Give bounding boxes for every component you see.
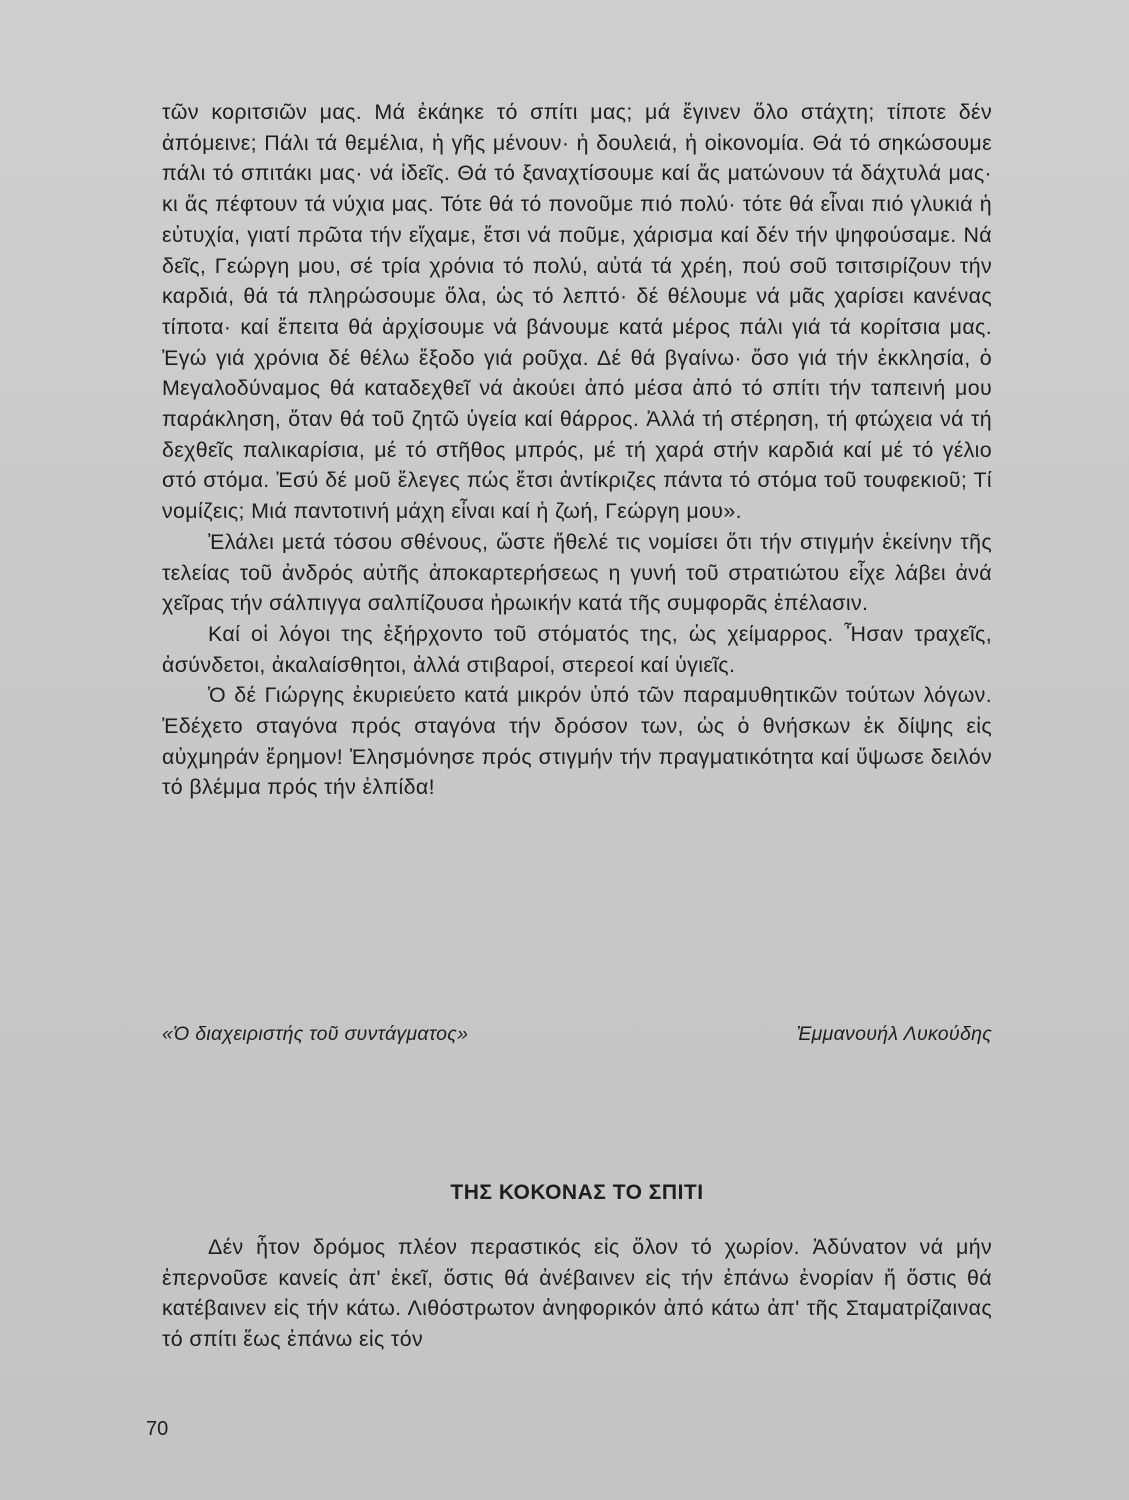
section-text xyxy=(162,1232,992,1355)
citation-author: Ἐμμανουήλ Λυκούδης xyxy=(796,1023,992,1045)
paragraph-2: Ἐλάλει μετά τόσου σθένους, ὥστε ἤθελέ τις νομίσει ὅτι τήν στιγμήν ἐκείνην τῆς τελείας τοῦ ἀνδρός αὐτῆς ἀποκαρτερήσεως η γυνή τοῦ στρατιώτου εἶχε λάβει ἀνά χεῖρας τήν σάλπιγγα σαλπίζουσα ἡρωικήν κατά τῆς συμφορᾶς ἐπέλασιν. xyxy=(162,529,992,616)
page-number: 70 xyxy=(146,1418,169,1440)
citation xyxy=(162,1023,992,1046)
article-text xyxy=(162,97,992,803)
paragraph-4: Ὁ δέ Γιώργης ἐκυριεύετο κατά μικρόν ὑπό τῶν παραμυθητικῶν τούτων λόγων. Ἐδέχετο σταγόνα πρός σταγόνα τήν δρόσον των, ὡς ὁ θνήσκων ἐκ δίψης εἰς αὐχμηράν ἔρημον! Ἐλησμόνησε πρός στιγμήν τήν πραγματικότητα καί ὕψωσε δειλόν τό βλέμμα πρός τήν ἐλπίδα! xyxy=(162,683,992,800)
paragraph-3: Καί οἱ λόγοι της ἐξήρχοντο τοῦ στόματός της, ὡς χείμαρρος. Ἦσαν τραχεῖς, ἀσύνδετοι, ἀκαλαίσθητοι, ἀλλά στιβαροί, στερεοί καί ὑγιεῖς. xyxy=(162,621,992,677)
citation-work: «Ὁ διαχειριστής τοῦ συντάγματος» xyxy=(162,1023,469,1045)
section-paragraph: Δέν ἦτον δρόμος πλέον περαστικός εἰς ὅλον τό χωρίον. Ἀδύνατον νά μήν ἐπερνοῦσε κανείς ἀπ' ἐκεῖ, ὅστις θά ἀνέβαινεν εἰς τήν ἐπάνω ἐνορίαν ἤ ὅστις θά κατέβαινεν εἰς τήν κάτω. Λιθόστρωτον ἀνηφορικόν ἀπό κάτω ἀπ' τῆς Σταματρίζαινας τό σπίτι ἕως ἐπάνω εἰς τόν xyxy=(162,1235,992,1352)
paragraph-1: τῶν κοριτσιῶν μας. Μά ἐκάηκε τό σπίτι μας; μά ἔγινεν ὅλο στάχτη; τίποτε δέν ἀπόμεινε; Πάλι τά θεμέλια, ἡ γῆς μένουν· ἡ δουλειά, ἡ οἰκονομία. Θά τό σηκώσουμε πάλι τό σπιτάκι μας· νά ἰδεῖς. Θά τό ξαναχτίσουμε καί ἄς ματώνουν τά δάχτυλά μας· κι ἄς πέφτουν τά νύχια μας. Τότε θά τό πονοῦμε πιό πολύ· τότε θά εἶναι πιό γλυκιά ἡ εὐτυχία, γιατί πρῶτα τήν εἴχαμε, ἔτσι νά ποῦμε, χάρισμα καί δέν τήν ψηφούσαμε. Νά δεῖς, Γεώργη μου, σέ τρία χρόνια τό πολύ, αὐτά τά χρέη, πού σοῦ τσιτσιρίζουν τήν καρδιά, θά τά πληρώσουμε ὅλα, ὡς τό λεπτό· δέ θέλουμε νά μᾶς χαρίσει κανένας τίποτα· καί ἔπειτα θά ἀρχίσουμε νά βάνουμε κατά μέρος πάλι γιά τά κορίτσια μας. Ἐγώ γιά χρόνια δέ θέλω ἔξοδο γιά ροῦχα. Δέ θά βγαίνω· ὅσο γιά τήν ἐκκλησία, ὁ Μεγαλοδύναμος θά καταδεχθεῖ νά ἀκούει ἀπό μέσα ἀπό τό σπίτι τήν ταπεινή μου παράκληση, ὅταν θά τοῦ ζητῶ ὑγεία καί θάρρος. Ἀλλά τή στέρηση, τή φτώχεια νά τή δεχθεῖς παλικαρίσια, μέ τό στῆθος μπρός, μέ τή χαρά στήν καρδιά καί μέ τό γέλιο στό στόμα. Ἐσύ δέ μοῦ ἔλεγες πώς ἔτσι ἀντίκριζες πάντα τό στόμα τοῦ τουφεκιοῦ; Τί νομίζεις; Μιά παντοτινή μάχη εἶναι καί ἡ ζωή, Γεώργη μου». xyxy=(162,100,992,524)
section-title: ΤΗΣ ΚΟΚΟΝΑΣ ΤΟ ΣΠΙΤΙ xyxy=(450,1181,704,1204)
